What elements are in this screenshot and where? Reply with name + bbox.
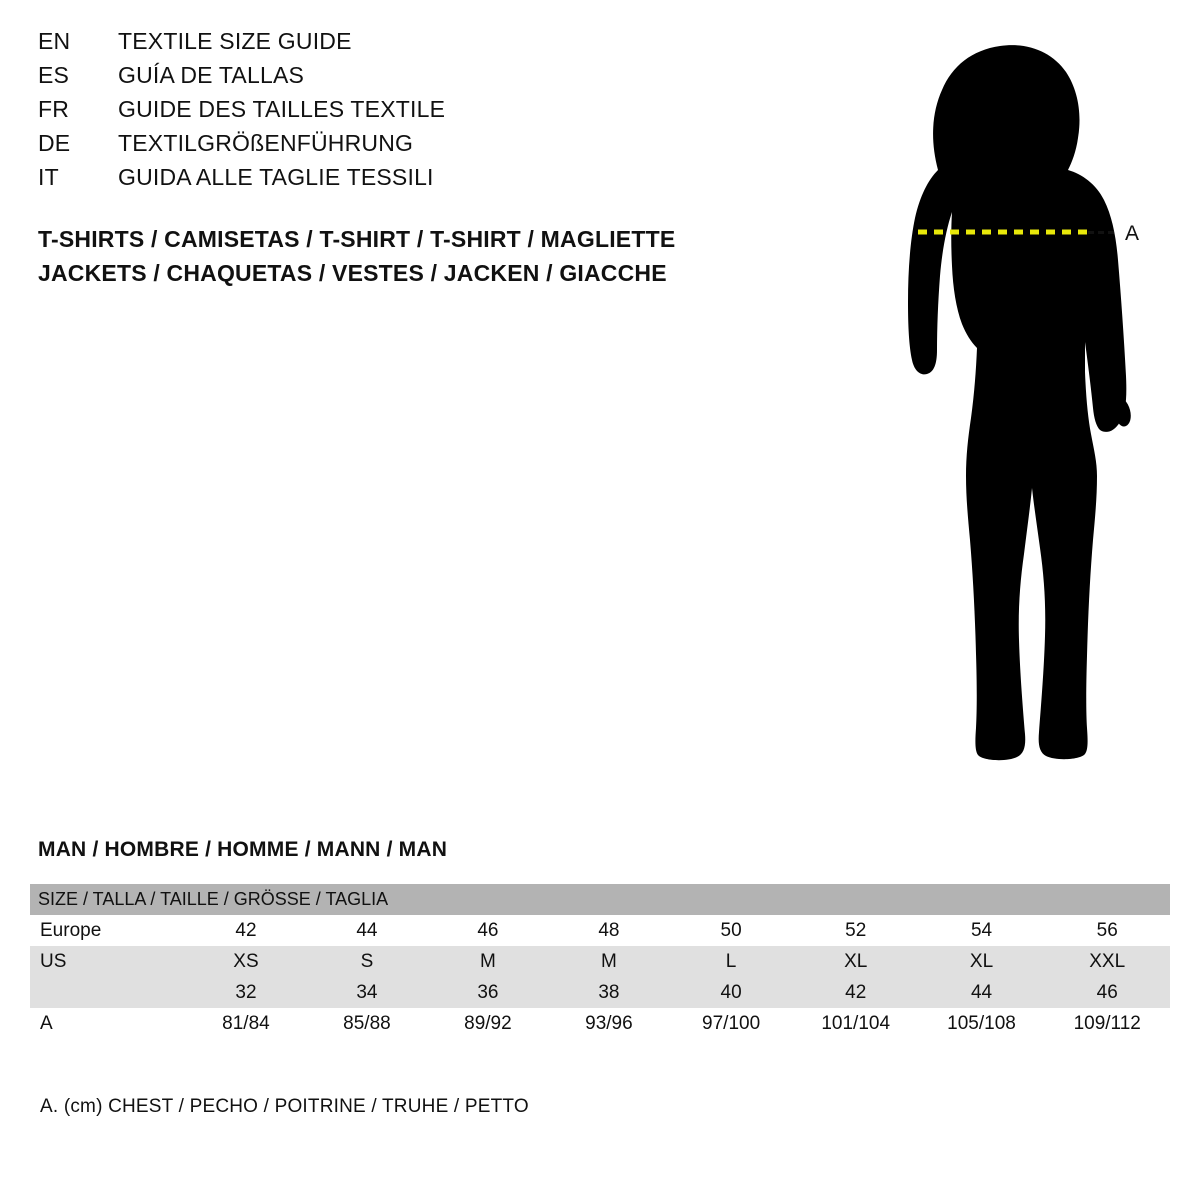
table-cell: 81/84 [185, 1008, 306, 1039]
category-jackets: JACKETS / CHAQUETAS / VESTES / JACKEN / GIACCHE [38, 260, 667, 286]
language-title: GUIDA ALLE TAGLIE TESSILI [118, 164, 434, 190]
language-title: GUIDE DES TAILLES TEXTILE [118, 96, 446, 122]
table-cell: 46 [427, 915, 548, 946]
language-row-fr [38, 96, 738, 130]
table-cell: 105/108 [919, 1008, 1045, 1039]
table-cell: M [548, 946, 669, 977]
language-row-es [38, 62, 738, 96]
table-cell: L [669, 946, 792, 977]
table-cell: 85/88 [306, 1008, 427, 1039]
table-cell: 89/92 [427, 1008, 548, 1039]
table-cell: XXL [1044, 946, 1170, 977]
table-cell: XL [919, 946, 1045, 977]
body-silhouette-figure [820, 20, 1180, 800]
language-code: IT [38, 164, 59, 190]
table-cell: 56 [1044, 915, 1170, 946]
table-row [30, 1008, 1170, 1039]
table-row [30, 977, 1170, 1008]
measurement-footnote: A. (cm) CHEST / PECHO / POITRINE / TRUHE / PETTO [40, 1096, 529, 1117]
language-code: ES [38, 62, 70, 88]
language-title: GUÍA DE TALLAS [118, 62, 305, 88]
language-title-block [38, 28, 738, 198]
table-group-title: MAN / HOMBRE / HOMME / MANN / MAN [38, 838, 448, 861]
category-block [38, 222, 838, 290]
table-cell: M [427, 946, 548, 977]
table-cell: S [306, 946, 427, 977]
table-cell: 42 [793, 977, 919, 1008]
table-cell: 52 [793, 915, 919, 946]
language-row-de [38, 130, 738, 164]
table-cell: 50 [669, 915, 792, 946]
language-row-en [38, 28, 738, 62]
table-cell: 34 [306, 977, 427, 1008]
language-title: TEXTILE SIZE GUIDE [118, 28, 352, 54]
table-cell: 93/96 [548, 1008, 669, 1039]
row-label-europe: Europe [30, 915, 185, 946]
table-cell: XL [793, 946, 919, 977]
table-cell: 48 [548, 915, 669, 946]
table-cell: 38 [548, 977, 669, 1008]
row-label-us: US [30, 946, 185, 977]
table-cell: 46 [1044, 977, 1170, 1008]
table-cell: 42 [185, 915, 306, 946]
table-header-row [30, 884, 1170, 915]
table-cell: 36 [427, 977, 548, 1008]
table-cell: 44 [306, 915, 427, 946]
silhouette-icon [820, 20, 1180, 800]
table-cell: 109/112 [1044, 1008, 1170, 1039]
table-cell: 40 [669, 977, 792, 1008]
table-cell: 101/104 [793, 1008, 919, 1039]
language-code: EN [38, 28, 71, 54]
table-cell: 32 [185, 977, 306, 1008]
table-cell: 44 [919, 977, 1045, 1008]
category-tshirts: T-SHIRTS / CAMISETAS / T-SHIRT / T-SHIRT / MAGLIETTE [38, 226, 676, 252]
language-code: DE [38, 130, 71, 156]
table-cell: XS [185, 946, 306, 977]
table-row [30, 915, 1170, 946]
row-label-blank [30, 977, 185, 1008]
chest-leader-dashes [1088, 231, 1118, 234]
language-title: TEXTILGRÖßENFÜHRUNG [118, 130, 414, 156]
table-cell: 54 [919, 915, 1045, 946]
table-cell: 97/100 [669, 1008, 792, 1039]
table-header-label: SIZE / TALLA / TAILLE / GRÖSSE / TAGLIA [30, 884, 1170, 915]
chest-measure-label: A [1125, 222, 1140, 245]
language-code: FR [38, 96, 70, 122]
language-row-it [38, 164, 738, 198]
size-table [30, 884, 1170, 1039]
row-label-a: A [30, 1008, 185, 1039]
table-row [30, 946, 1170, 977]
